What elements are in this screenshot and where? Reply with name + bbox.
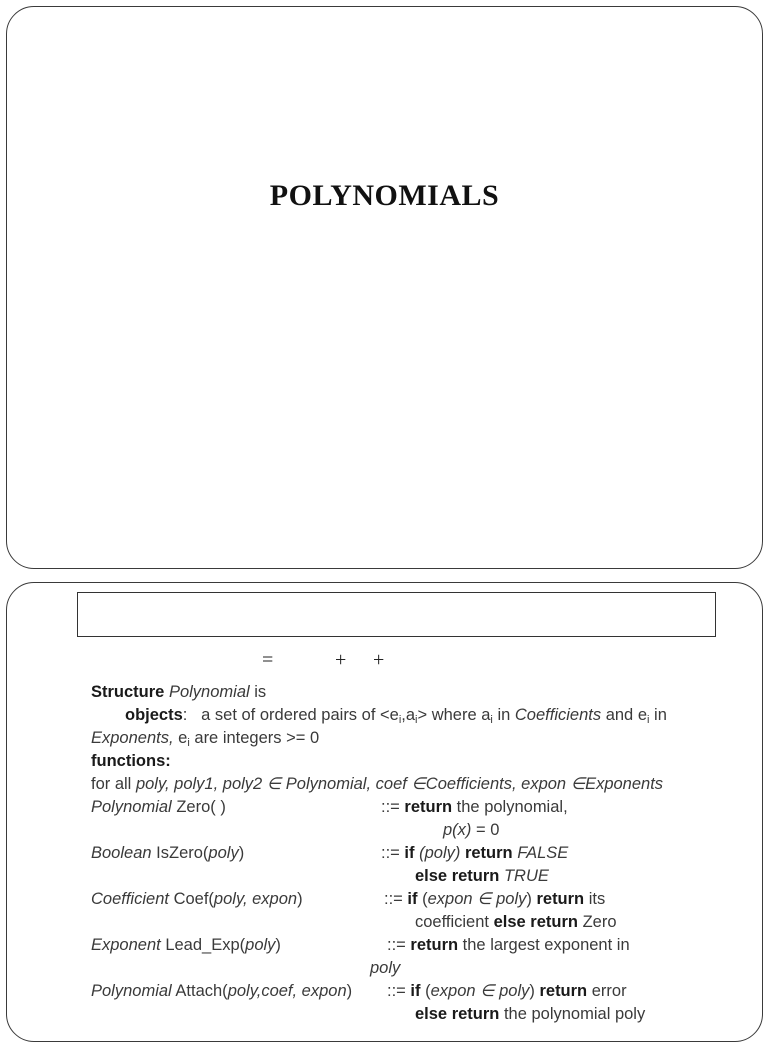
- slide-title-box: [77, 592, 716, 637]
- functions-line: functions:: [91, 752, 171, 770]
- objects-line: objects: a set of ordered pairs of $<e_i,a_i>$ where $a_i$ in Coefficients and $e_i$ in: [125, 706, 667, 726]
- zero-def-cont: p(x) = 0: [443, 821, 500, 839]
- adt-definition: [91, 681, 667, 1026]
- exponents-line: Exponents, $e_i$ are integers >= 0: [91, 729, 320, 749]
- leadexp-def-cont: poly: [370, 959, 401, 977]
- equation-plus: +: [373, 649, 385, 671]
- attach-def-line: Polynomial Attach(poly,coef, expon) ::= if (expon ∈ poly) return error: [91, 982, 627, 1000]
- slide-title-text: POLYNOMIALS: [269, 179, 500, 212]
- zero-def-line: Polynomial Zero( ) ::= return the polynomial,: [91, 798, 568, 816]
- coef-def-cont: coefficient else return Zero: [415, 913, 617, 931]
- iszero-def-line: Boolean IsZero(poly) ::= if (poly) return FALSE: [91, 844, 569, 862]
- slide-title: [6, 6, 763, 569]
- for-all-line: for all poly, poly1, poly2 ∈ Polynomial, coef ∈Coefficients, expon ∈Exponents: [91, 775, 664, 793]
- structure-line: Structure Polynomial is: [91, 683, 267, 701]
- coef-def-line: Coefficient Coef(poly, expon) ::= if (expon ∈ poly) return its: [91, 890, 606, 908]
- equation-equals: =: [262, 649, 274, 671]
- equation-plus: +: [335, 649, 347, 671]
- slide-adt: [6, 582, 763, 1042]
- iszero-def-cont: else return TRUE: [415, 867, 549, 885]
- attach-def-cont: else return the polynomial poly: [415, 1005, 646, 1023]
- leadexp-def-line: Exponent Lead_Exp(poly) ::= return the largest exponent in: [91, 936, 630, 954]
